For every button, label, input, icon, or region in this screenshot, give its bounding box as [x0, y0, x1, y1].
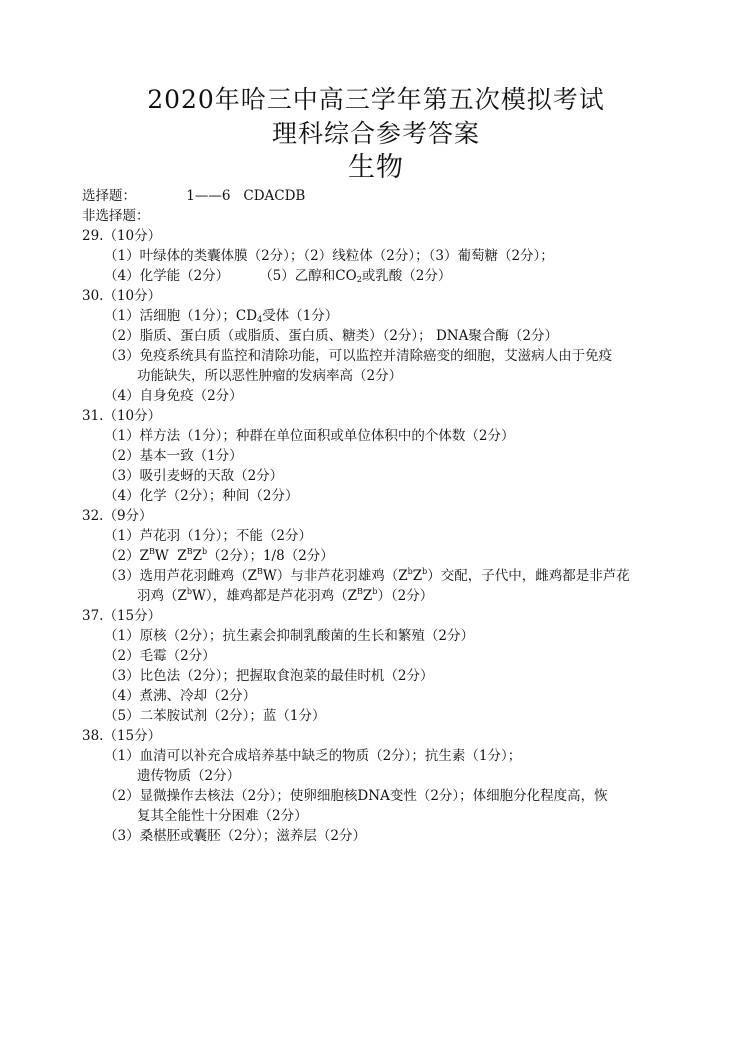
question-37-heading: 37.（15分） — [82, 608, 162, 624]
q32-answer-line: （1）芦花羽（1分）；不能（2分） — [104, 528, 313, 544]
q30-answer-line: （4）自身免疫（2分） — [104, 388, 243, 404]
choice-range: 1——6 — [186, 188, 231, 204]
exam-subtitle: 理科综合参考答案 — [271, 119, 480, 148]
q32-answer-line: （3）选用芦花羽雌鸡$(Z^BW)$与非芦花羽雄鸡$(Z^bZ^b)$交配，子代中，雌鸡都是非芦花 — [104, 567, 630, 584]
q38-answer-line: （3）桑椹胚或囊胚（2分）；滋养层（2分） — [104, 828, 367, 844]
question-30-heading: 30.（10分） — [82, 288, 162, 304]
q31-answer-line: （3）吸引麦蚜的天敌（2分） — [104, 468, 284, 484]
question-31-heading: 31.（10分） — [82, 408, 162, 424]
q31-answer-line: （4）化学（2分）；种间（2分） — [104, 488, 299, 504]
q31-answer-line: （2）基本一致（1分） — [104, 448, 243, 464]
q38-answer-continuation: 遗传物质（2分） — [137, 768, 241, 784]
choice-answers: CDACDB — [243, 188, 306, 204]
question-38-heading: 38.（15分） — [82, 728, 162, 744]
question-32-heading: 32.（9分） — [82, 508, 153, 524]
q37-answer-line: （5）二苯胺试剂（2分）；蓝（1分） — [104, 708, 326, 724]
q32-answer-continuation: 羽鸡$(Z^bW)$，雄鸡都是芦花羽鸡$(Z^BZ^b)(2$分） — [137, 587, 434, 604]
q38-answer-continuation: 复其全能性十分困难（2分） — [137, 808, 308, 824]
q37-answer-line: （4）煮沸、冷却（2分） — [104, 688, 257, 704]
q30-answer-line: （3）免疫系统具有监控和清除功能，可以监控并清除癌变的细胞，艾滋病人由于免疫 — [104, 348, 613, 364]
q29-answer-line: （1）叶绿体的类囊体膜（2分）；（2）线粒体（2分）；（3）葡萄糖（2分）； — [104, 248, 554, 264]
q38-answer-line: （2）显微操作去核法（2分）；使卵细胞核DNA变性（2分）；体细胞分化程度高，恢 — [104, 788, 608, 804]
q29-answer-line: （4）化学能（2分） （5）乙醇和$CO_2$或乳酸（2分） — [104, 268, 452, 284]
q37-answer-line: （2）毛霉（2分） — [104, 648, 216, 664]
answer-list — [82, 186, 692, 846]
exam-title: 2020年哈三中高三学年第五次模拟考试 — [147, 85, 605, 114]
q31-answer-line: （1）样方法（1分）；种群在单位面积或单位体积中的个体数（2分） — [104, 428, 515, 444]
nonchoice-label: 非选择题： — [82, 208, 150, 224]
choice-answers-line — [82, 186, 692, 206]
q30-answer-line: （2）脂质、蛋白质（或脂质、蛋白质、糖类）（2分）； DNA聚合酶（2分） — [104, 328, 558, 344]
q30-answer-continuation: 功能缺失，所以恶性肿瘤的发病率高（2分） — [137, 368, 403, 384]
q32-answer-line: $(2)Z^BW$ $Z^BZ^b(2$分）；1/8（2分） — [104, 547, 334, 564]
choice-label: 选择题： — [82, 188, 136, 204]
q37-answer-line: （3）比色法（2分）；把握取食泡菜的最佳时机（2分） — [104, 668, 434, 684]
subject-title: 生物 — [348, 152, 404, 183]
q38-answer-line: （1）血清可以补充合成培养基中缺乏的物质（2分）；抗生素（1分）； — [104, 748, 522, 764]
question-29-heading: 29.（10分） — [82, 228, 162, 244]
q37-answer-line: （1）原核（2分）；抗生素会抑制乳酸菌的生长和繁殖（2分） — [104, 628, 475, 644]
q30-answer-line: （1）活细胞（1分）；$CD_4$受体（1分） — [104, 308, 339, 324]
